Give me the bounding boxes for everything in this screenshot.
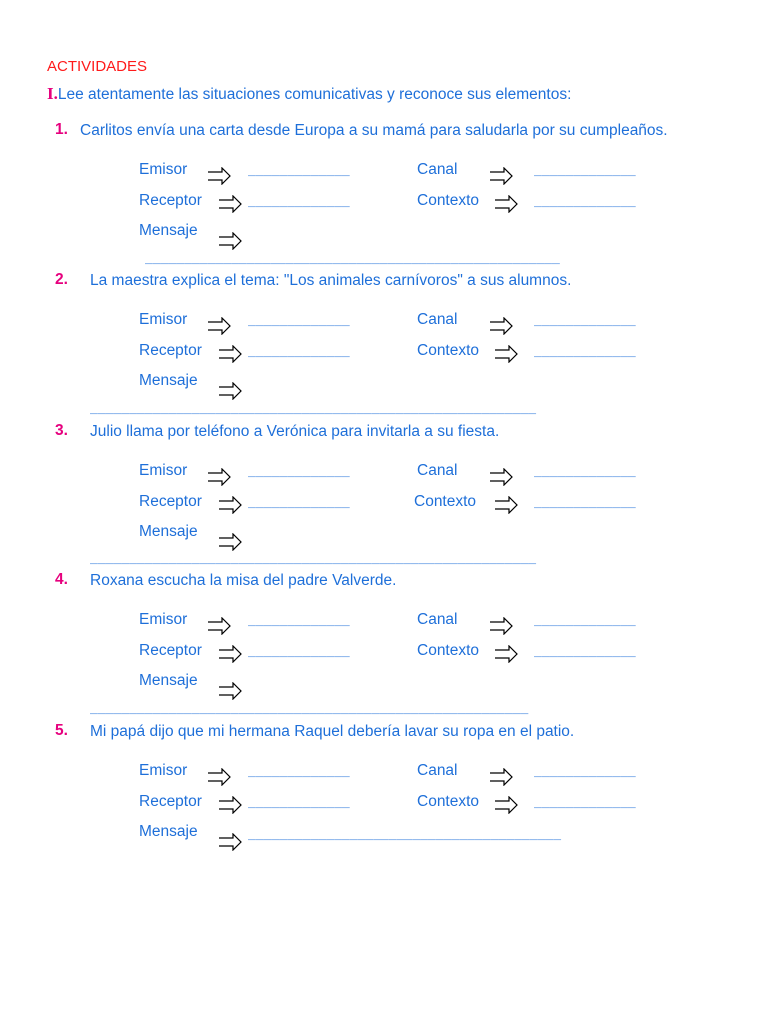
canal-answer-blank[interactable]: _____________: [534, 312, 636, 327]
mensaje-arrow-icon: [218, 232, 242, 250]
canal-label: Canal: [417, 762, 458, 779]
mensaje-answer-blank[interactable]: _________________________________________________________: [90, 550, 537, 565]
contexto-arrow-icon: [494, 496, 518, 514]
canal-arrow-icon: [489, 167, 513, 185]
item-situation: Carlitos envía una carta desde Europa a su mamá para saludarla por su cumpleaños.: [80, 122, 668, 139]
canal-label: Canal: [417, 161, 458, 178]
canal-arrow-icon: [489, 617, 513, 635]
emisor-answer-blank[interactable]: _____________: [248, 612, 350, 627]
receptor-answer-blank[interactable]: _____________: [248, 494, 350, 509]
item-situation: Mi papá dijo que mi hermana Raquel debería lavar su ropa en el patio.: [90, 723, 575, 740]
mensaje-label: Mensaje: [139, 672, 198, 689]
item-number: 3.: [55, 422, 68, 439]
canal-arrow-icon: [489, 317, 513, 335]
receptor-arrow-icon: [218, 345, 242, 363]
emisor-answer-blank[interactable]: _____________: [248, 162, 350, 177]
contexto-label: Contexto: [414, 493, 477, 510]
receptor-label: Receptor: [139, 192, 202, 209]
contexto-arrow-icon: [494, 796, 518, 814]
emisor-label: Emisor: [139, 462, 188, 479]
emisor-answer-blank[interactable]: _____________: [248, 312, 350, 327]
canal-label: Canal: [417, 611, 458, 628]
item-number: 4.: [55, 571, 68, 588]
instruction: [47, 84, 571, 104]
contexto-arrow-icon: [494, 195, 518, 213]
emisor-answer-blank[interactable]: _____________: [248, 463, 350, 478]
canal-answer-blank[interactable]: _____________: [534, 612, 636, 627]
mensaje-label: Mensaje: [139, 372, 198, 389]
emisor-label: Emisor: [139, 762, 188, 779]
mensaje-answer-blank[interactable]: _____________________________________________________: [145, 250, 560, 265]
contexto-label: Contexto: [417, 342, 480, 359]
mensaje-label: Mensaje: [139, 222, 198, 239]
instruction-text: Lee atentamente las situaciones comunicativas y reconoce sus elementos:: [57, 86, 572, 103]
contexto-label: Contexto: [417, 192, 480, 209]
instruction-numeral: I.: [47, 84, 58, 103]
mensaje-arrow-icon: [218, 533, 242, 551]
emisor-arrow-icon: [207, 167, 231, 185]
contexto-answer-blank[interactable]: _____________: [534, 494, 636, 509]
contexto-answer-blank[interactable]: _____________: [534, 343, 636, 358]
mensaje-arrow-icon: [218, 382, 242, 400]
canal-arrow-icon: [489, 768, 513, 786]
contexto-arrow-icon: [494, 645, 518, 663]
emisor-label: Emisor: [139, 161, 188, 178]
item-situation: Julio llama por teléfono a Verónica para invitarla a su fiesta.: [90, 423, 500, 440]
mensaje-label: Mensaje: [139, 823, 198, 840]
receptor-answer-blank[interactable]: _____________: [248, 643, 350, 658]
contexto-answer-blank[interactable]: _____________: [534, 643, 636, 658]
canal-answer-blank[interactable]: _____________: [534, 162, 636, 177]
contexto-arrow-icon: [494, 345, 518, 363]
emisor-label: Emisor: [139, 311, 188, 328]
mensaje-arrow-icon: [218, 682, 242, 700]
emisor-arrow-icon: [207, 617, 231, 635]
contexto-answer-blank[interactable]: _____________: [534, 794, 636, 809]
page-heading: ACTIVIDADES: [47, 58, 148, 75]
emisor-arrow-icon: [207, 468, 231, 486]
receptor-label: Receptor: [139, 793, 202, 810]
canal-arrow-icon: [489, 468, 513, 486]
item-number: 1.: [55, 121, 68, 138]
emisor-arrow-icon: [207, 768, 231, 786]
receptor-arrow-icon: [218, 796, 242, 814]
contexto-answer-blank[interactable]: _____________: [534, 193, 636, 208]
mensaje-label: Mensaje: [139, 523, 198, 540]
canal-label: Canal: [417, 311, 458, 328]
emisor-arrow-icon: [207, 317, 231, 335]
receptor-arrow-icon: [218, 645, 242, 663]
receptor-label: Receptor: [139, 493, 202, 510]
item-number: 2.: [55, 271, 68, 288]
receptor-answer-blank[interactable]: _____________: [248, 343, 350, 358]
item-situation: Roxana escucha la misa del padre Valverde.: [90, 572, 397, 589]
mensaje-answer-blank[interactable]: _________________________________________________________: [90, 400, 537, 415]
item-situation: La maestra explica el tema: "Los animales carnívoros" a sus alumnos.: [90, 272, 572, 289]
contexto-label: Contexto: [417, 793, 480, 810]
canal-label: Canal: [417, 462, 458, 479]
canal-answer-blank[interactable]: _____________: [534, 463, 636, 478]
receptor-arrow-icon: [218, 195, 242, 213]
mensaje-arrow-icon: [218, 833, 242, 851]
emisor-answer-blank[interactable]: _____________: [248, 763, 350, 778]
receptor-answer-blank[interactable]: _____________: [248, 193, 350, 208]
mensaje-answer-blank[interactable]: ________________________________________________________: [90, 700, 529, 715]
contexto-label: Contexto: [417, 642, 480, 659]
canal-answer-blank[interactable]: _____________: [534, 763, 636, 778]
receptor-answer-blank[interactable]: _____________: [248, 794, 350, 809]
mensaje-answer-blank[interactable]: ________________________________________: [248, 826, 562, 841]
receptor-label: Receptor: [139, 642, 202, 659]
receptor-arrow-icon: [218, 496, 242, 514]
receptor-label: Receptor: [139, 342, 202, 359]
emisor-label: Emisor: [139, 611, 188, 628]
item-number: 5.: [55, 722, 68, 739]
